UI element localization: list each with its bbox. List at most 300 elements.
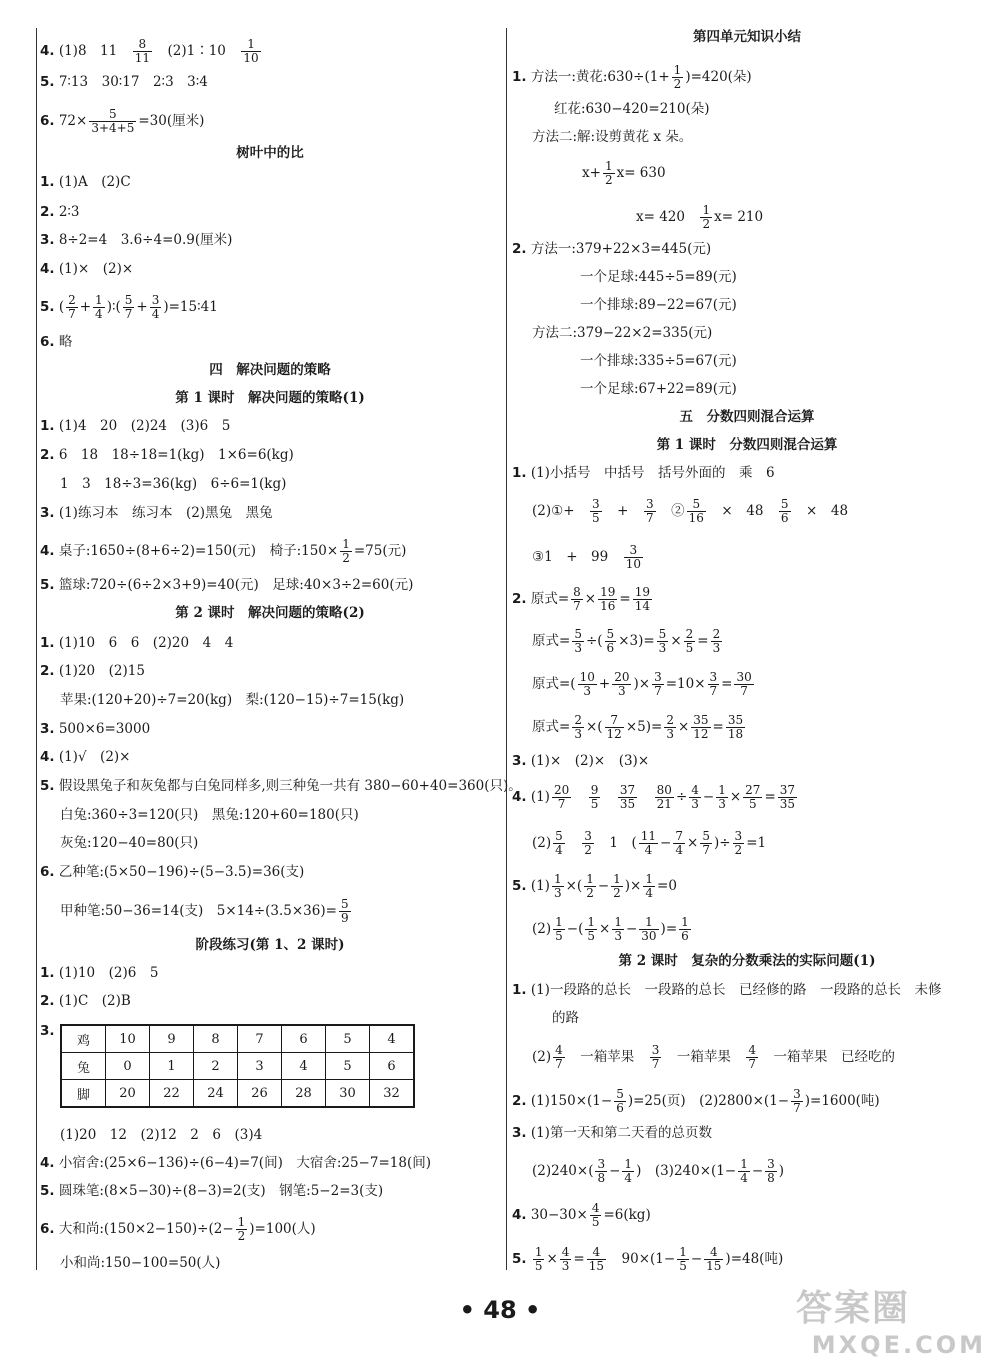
answer-text: × [677, 719, 690, 735]
numerator: 7 [675, 829, 683, 843]
answer-line [512, 586, 654, 613]
left-margin-rule [36, 28, 37, 1270]
answer-line [40, 1022, 55, 1040]
answer-text: 篮球:720÷(6÷2×3+9)=40(元) 足球:40×3÷2=60(元) [54, 577, 414, 593]
answer-line [532, 128, 692, 146]
table-cell: 5 [326, 1053, 370, 1080]
denominator: 2 [613, 886, 621, 900]
numerator: 1 [95, 293, 103, 307]
answer-line [580, 296, 737, 314]
denominator: 18 [727, 727, 744, 741]
denominator: 5 [555, 929, 563, 943]
fraction [572, 628, 584, 655]
numerator: 5 [340, 897, 349, 911]
answer-text: + [136, 299, 148, 315]
numerator: 1 [718, 783, 726, 797]
numerator: 1 [614, 915, 622, 929]
denominator: 2 [673, 77, 682, 91]
fraction [582, 830, 594, 857]
numerator: 4 [591, 1201, 600, 1215]
fraction [633, 586, 652, 613]
denominator: 35 [619, 797, 636, 811]
watermark-logo [796, 1280, 986, 1362]
answer-text: )∶( [106, 299, 121, 315]
numerator: 10 [579, 670, 595, 684]
denominator: 4 [675, 843, 683, 857]
denominator: 3+4+5 [91, 121, 135, 135]
answer-line [40, 863, 304, 881]
fraction [585, 916, 597, 943]
table-cell: 7 [238, 1025, 282, 1053]
answer-line [60, 834, 198, 852]
answer-line [40, 992, 131, 1010]
answer-text: − [751, 1163, 764, 1179]
fraction [716, 784, 728, 811]
answer-text: ③1 + 99 [532, 549, 622, 565]
answer-text: (1)4 20 (2)24 (3)6 5 [54, 418, 231, 434]
answer-line [40, 108, 204, 135]
question-number: 3. [40, 232, 55, 248]
fraction [734, 671, 753, 698]
fraction [644, 498, 656, 525]
answer-line [512, 784, 799, 811]
denominator: 7 [654, 684, 662, 698]
numerator: 35 [693, 713, 709, 727]
answer-text: (1)150×(1− [526, 1093, 613, 1109]
denominator: 4 [645, 886, 654, 900]
answer-line [532, 916, 693, 943]
question-number: 2. [40, 204, 55, 220]
question-number: 3. [512, 1125, 527, 1141]
denominator: 3 [574, 641, 582, 655]
answer-text: 红花:630−420=210(朵) [554, 101, 710, 117]
answer-line [40, 203, 80, 221]
numerator: 20 [553, 783, 570, 797]
numerator: 80 [656, 783, 672, 797]
numerator: 4 [704, 1246, 723, 1260]
answer-text: (1) [526, 789, 550, 805]
answer-text: 原式=( [532, 676, 576, 692]
question-number: 3. [40, 721, 55, 737]
answer-text: 桌子:1650÷(8+6÷2)=150(元) 椅子:150× [54, 543, 339, 559]
answer-line [40, 634, 233, 652]
answer-text: (1)√ (2)× [54, 749, 131, 765]
answer-text: (2) [532, 921, 552, 937]
numerator: 4 [748, 1043, 757, 1057]
table-cell: 22 [150, 1080, 194, 1108]
answer-text: ) [778, 1163, 785, 1179]
fraction [605, 714, 624, 741]
answer-text: 四 解决问题的策略 [209, 362, 331, 378]
denominator: 12 [606, 727, 622, 741]
denominator: 3 [614, 929, 622, 943]
answer-line [512, 1124, 712, 1142]
fraction [687, 498, 706, 525]
answer-text: =6(kg) [603, 1207, 651, 1223]
fraction [572, 714, 584, 741]
question-number: 4. [512, 789, 527, 805]
answer-text: ) (3)240×(1− [636, 1163, 737, 1179]
question-number: 3. [40, 1023, 55, 1039]
numerator: 3 [709, 670, 718, 684]
denominator: 3 [691, 797, 699, 811]
denominator: 4 [644, 843, 653, 857]
answer-text: (1)20 (2)15 [54, 663, 145, 679]
answer-line [40, 173, 131, 191]
fraction [684, 628, 696, 655]
answer-text: × 48 [707, 503, 777, 519]
denominator: 4 [555, 843, 563, 857]
answer-text: + [79, 299, 92, 315]
fraction [733, 830, 745, 857]
answer-text: ② [657, 503, 685, 519]
numerator: 5 [89, 108, 136, 122]
fraction [612, 916, 624, 943]
denominator: 2 [237, 1229, 246, 1243]
answer-text: 五 分数四则混合运算 [679, 409, 815, 425]
numerator: 1 [586, 872, 594, 886]
answer-text [639, 789, 653, 805]
question-number: 2. [40, 663, 55, 679]
fraction [664, 714, 676, 741]
answer-text: × [687, 835, 699, 851]
fraction [533, 1246, 545, 1273]
numerator: 7 [605, 714, 624, 728]
denominator: 3 [666, 727, 674, 741]
answer-line [512, 752, 649, 770]
answer-line [532, 544, 645, 571]
answer-text: −( [566, 921, 584, 937]
numerator: 3 [734, 829, 743, 843]
answer-line [532, 671, 756, 698]
answer-line [40, 446, 294, 464]
answer-text: (1)练习本 练习本 (2)黑兔 黑兔 [54, 505, 273, 521]
question-number: 5. [512, 878, 527, 894]
question-number: 1. [40, 418, 55, 434]
fraction [66, 294, 78, 321]
answer-text: ÷ [675, 789, 688, 805]
answer-text: )× [633, 676, 651, 692]
question-number: 4. [40, 261, 55, 277]
table-cell: 4 [370, 1025, 415, 1053]
answer-text: 略 [54, 334, 73, 350]
fraction [587, 1246, 606, 1273]
question-number: 2. [40, 993, 55, 1009]
fraction [611, 873, 623, 900]
section-heading [512, 408, 982, 426]
answer-text: 苹果:(120+20)÷7=20(kg) 梨:(120−15)÷7=15(kg) [60, 692, 405, 708]
answer-line [60, 898, 353, 925]
answer-text: − [597, 878, 610, 894]
table-row [61, 1080, 414, 1108]
numerator: 5 [606, 627, 615, 641]
question-number: 4. [40, 749, 55, 765]
table-cell: 9 [150, 1025, 194, 1053]
numerator: 4 [587, 1246, 606, 1260]
watermark-line1: 答案圈 [796, 1288, 911, 1329]
answer-text: × [599, 921, 611, 937]
answer-line [512, 464, 775, 482]
answer-line [40, 1182, 383, 1200]
table-cell: 24 [194, 1080, 238, 1108]
answer-text: 灰兔:120−40=80(只) [60, 835, 199, 851]
answer-text: ×5)= [625, 719, 663, 735]
answer-line [60, 691, 404, 709]
fraction [779, 498, 791, 525]
table-cell: 20 [106, 1080, 150, 1108]
fraction [657, 628, 669, 655]
denominator: 2 [342, 551, 350, 565]
answer-text: x= 630 [616, 165, 666, 181]
numerator: 5 [124, 293, 133, 307]
answer-line [40, 777, 522, 795]
table-cell: 6 [370, 1053, 415, 1080]
table-cell: 2 [194, 1053, 238, 1080]
table-cell: 4 [282, 1053, 326, 1080]
answer-line [512, 240, 711, 258]
answer-text: 小宿舍:(25×6−136)÷(6−4)=7(间) 大宿舍:25−7=18(间) [54, 1155, 431, 1171]
answer-text: (1)第一天和第二天看的总页数 [526, 1125, 712, 1141]
answer-text: 方法二:解:设剪黄花 x 朵。 [532, 129, 693, 145]
fraction [679, 916, 691, 943]
denominator: 6 [681, 929, 689, 943]
numerator: 35 [727, 713, 744, 727]
section-heading [40, 389, 500, 407]
answer-line [40, 720, 150, 738]
denominator: 2 [604, 173, 613, 187]
answer-text: 阶段练习(第 1、2 课时) [195, 937, 345, 953]
answer-line [60, 1126, 262, 1144]
table-cell: 8 [194, 1025, 238, 1053]
answer-text: 小和尚:150−100=50(人) [60, 1255, 221, 1271]
answer-text: 的路 [552, 1010, 579, 1026]
numerator: 4 [555, 1043, 563, 1057]
fraction [595, 1158, 607, 1185]
answer-line [532, 714, 747, 741]
table-cell: 1 [150, 1053, 194, 1080]
denominator: 7 [124, 307, 133, 321]
answer-line [40, 231, 232, 249]
answer-text [567, 835, 581, 851]
answer-line [580, 380, 737, 398]
numerator: 5 [687, 498, 706, 512]
numerator: 1 [604, 159, 613, 173]
denominator: 21 [656, 797, 672, 811]
answer-line [512, 873, 677, 900]
answer-text: =30(厘米) [138, 113, 205, 129]
denominator: 10 [243, 51, 259, 65]
numerator: 3 [597, 1157, 606, 1171]
fraction [700, 830, 712, 857]
denominator: 8 [767, 1171, 775, 1185]
denominator: 15 [706, 1259, 722, 1273]
question-number: 1. [512, 982, 527, 998]
denominator: 3 [574, 727, 582, 741]
question-number: 4. [40, 43, 55, 59]
denominator: 6 [616, 1101, 624, 1115]
answer-text: 一箱苹果 [566, 1049, 648, 1065]
fraction [578, 671, 597, 698]
answer-text: 72× [54, 113, 88, 129]
fraction [778, 784, 797, 811]
numerator: 1 [587, 915, 595, 929]
answer-text: 一个排球:335÷5=67(元) [580, 353, 737, 369]
answer-text: 8÷2=4 3.6÷4=0.9(厘米) [54, 232, 233, 248]
denominator: 5 [587, 929, 595, 943]
denominator: 7 [748, 1057, 757, 1071]
question-number: 6. [40, 1221, 55, 1237]
answer-text: = [764, 789, 776, 805]
answer-text: 方法一:379+22×3=445(元) [526, 241, 712, 257]
fraction [738, 1158, 750, 1185]
answer-line [60, 475, 286, 493]
fraction [618, 784, 637, 811]
denominator: 5 [748, 797, 757, 811]
numerator: 1 [342, 537, 350, 551]
fraction [589, 784, 601, 811]
numerator: 3 [767, 1157, 775, 1171]
fraction [340, 538, 352, 565]
denominator: 9 [340, 911, 349, 925]
fraction [791, 1088, 803, 1115]
numerator: 1 [681, 915, 689, 929]
answer-line [582, 160, 666, 187]
fraction [643, 873, 655, 900]
question-number: 6. [40, 113, 55, 129]
numerator: 19 [600, 585, 616, 599]
answer-text: = [573, 1251, 585, 1267]
answer-text: (1)C (2)B [54, 993, 131, 1009]
answer-text: ×3)= [618, 633, 655, 649]
answer-text: ×( [565, 878, 583, 894]
answer-text: )=420(朵) [685, 69, 752, 85]
answer-line [532, 830, 766, 857]
numerator: 5 [658, 627, 667, 641]
answer-line [532, 1044, 895, 1071]
fraction [553, 1044, 565, 1071]
table-row-header: 脚 [61, 1080, 106, 1108]
fraction [133, 38, 152, 65]
denominator: 6 [606, 641, 615, 655]
fraction [236, 1216, 248, 1243]
answer-text: × [670, 633, 682, 649]
numerator: 1 [237, 1215, 246, 1229]
answer-text: (2)240×( [532, 1163, 594, 1179]
question-number: 1. [40, 965, 55, 981]
fraction [639, 830, 658, 857]
answer-line [40, 38, 263, 65]
numerator: 3 [651, 1043, 660, 1057]
answer-text [527, 1251, 531, 1267]
answer-line [40, 73, 208, 91]
answer-text: (1)× (2)× [54, 261, 134, 277]
answer-text: 乙种笔:(5×50−196)÷(5−3.5)=36(支) [54, 864, 305, 880]
fraction [624, 544, 643, 571]
fraction [560, 1246, 572, 1273]
answer-text: x= 420 [636, 209, 699, 225]
numerator: 1 [645, 872, 654, 886]
answer-text: = [697, 633, 709, 649]
numerator: 1 [673, 63, 682, 77]
numerator: 4 [691, 783, 699, 797]
fraction [598, 586, 617, 613]
fraction [339, 898, 351, 925]
table-row-header: 兔 [61, 1053, 106, 1080]
answer-text: x= 210 [714, 209, 764, 225]
question-number: 2. [512, 1093, 527, 1109]
answer-text: 一个足球:445÷5=89(元) [580, 269, 737, 285]
answer-text: 第 2 课时 复杂的分数乘法的实际问题(1) [618, 953, 876, 969]
answer-line [512, 64, 752, 91]
section-heading [512, 28, 982, 46]
answer-text: (1)10 6 6 (2)20 4 4 [54, 635, 234, 651]
denominator: 4 [740, 1171, 748, 1185]
question-number: 5. [40, 577, 55, 593]
answer-text: = [712, 719, 724, 735]
question-number: 4. [512, 1207, 527, 1223]
numerator: 11 [640, 829, 657, 843]
numerator: 1 [702, 203, 711, 217]
answer-line [40, 417, 230, 435]
answer-text: − [625, 921, 638, 937]
answer-line [512, 981, 941, 999]
answer-line [532, 498, 848, 525]
answer-text: (1)10 (2)6 5 [54, 965, 159, 981]
denominator: 5 [534, 1259, 543, 1273]
section-heading [512, 436, 982, 454]
answer-text: x+ [582, 165, 601, 181]
denominator: 5 [685, 641, 694, 655]
answer-text: =10× [665, 676, 706, 692]
numerator: 8 [573, 585, 581, 599]
numerator: 1 [553, 872, 562, 886]
answer-line [552, 1009, 579, 1027]
fraction [571, 586, 583, 613]
numerator: 5 [555, 829, 563, 843]
numerator: 1 [613, 872, 621, 886]
answer-text: )× [624, 878, 642, 894]
denominator: 7 [557, 797, 566, 811]
denominator: 2 [702, 217, 711, 231]
answer-text: 第 1 课时 分数四则混合运算 [656, 437, 838, 453]
table-row-header: 鸡 [61, 1025, 106, 1053]
answer-text: 原式= [532, 719, 571, 735]
answer-text: − [660, 835, 672, 851]
numerator: 3 [592, 497, 600, 511]
denominator: 7 [573, 599, 581, 613]
answer-text: 一个足球:67+22=89(元) [580, 381, 737, 397]
answer-text: × 48 [792, 503, 849, 519]
fraction [241, 38, 260, 65]
answer-line [40, 662, 145, 680]
fraction [123, 294, 135, 321]
answer-text: 2∶3 [54, 204, 80, 220]
fraction [603, 160, 615, 187]
numerator: 4 [561, 1245, 570, 1259]
answer-text: + [603, 503, 642, 519]
denominator: 3 [618, 684, 626, 698]
answer-line [40, 260, 133, 278]
answer-text: × [729, 789, 742, 805]
denominator: 3 [658, 641, 667, 655]
question-number: 5. [512, 1251, 527, 1267]
question-number: 2. [40, 447, 55, 463]
fraction [584, 873, 596, 900]
fraction [765, 1158, 777, 1185]
denominator: 4 [151, 307, 160, 321]
answer-text: (1)A (2)C [54, 174, 131, 190]
watermark-line2: MXQE.COM [811, 1331, 986, 1359]
